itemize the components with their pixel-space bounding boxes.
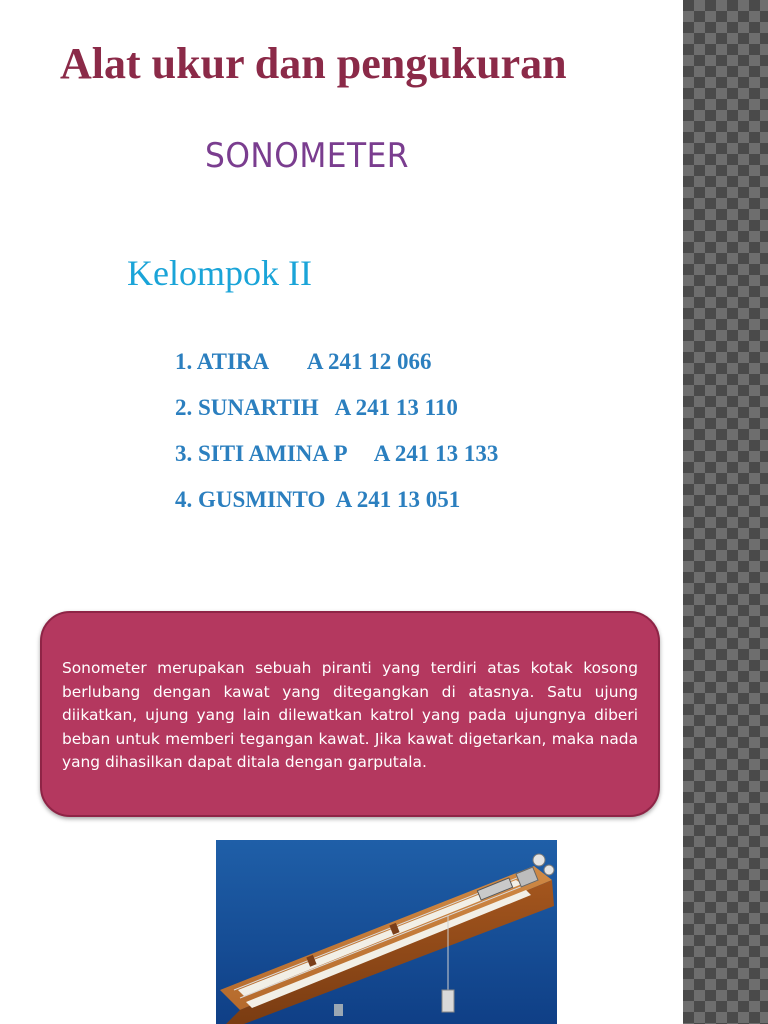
slide-subtitle: SONOMETER <box>205 136 409 176</box>
member-list <box>175 344 498 528</box>
sonometer-photo <box>216 840 557 1024</box>
list-item: 4. GUSMINTO A 241 13 051 <box>175 487 461 512</box>
slide-title: Alat ukur dan pengukuran <box>60 39 567 88</box>
list-item: 3. SITI AMINA P A 241 13 133 <box>175 441 499 466</box>
list-item: 2. SUNARTIH A 241 13 110 <box>175 395 458 420</box>
description-text: Sonometer merupakan sebuah piranti yang terdiri atas kotak kosong berlubang dengan kawat yang ditegangkan di atasnya. Satu ujung diikatkan, ujung yang lain dilewatkan katrol yang pada ujungnya diberi beban untuk memberi tegangan kawat. Jika kawat digetarkan, maka nada yang dihasilkan dapat ditala dengan garputala. <box>62 659 638 771</box>
description-box <box>40 611 660 817</box>
decorative-side-band <box>683 0 768 1024</box>
list-item: 1. ATIRA A 241 12 066 <box>175 349 432 374</box>
group-label: Kelompok II <box>127 253 312 293</box>
